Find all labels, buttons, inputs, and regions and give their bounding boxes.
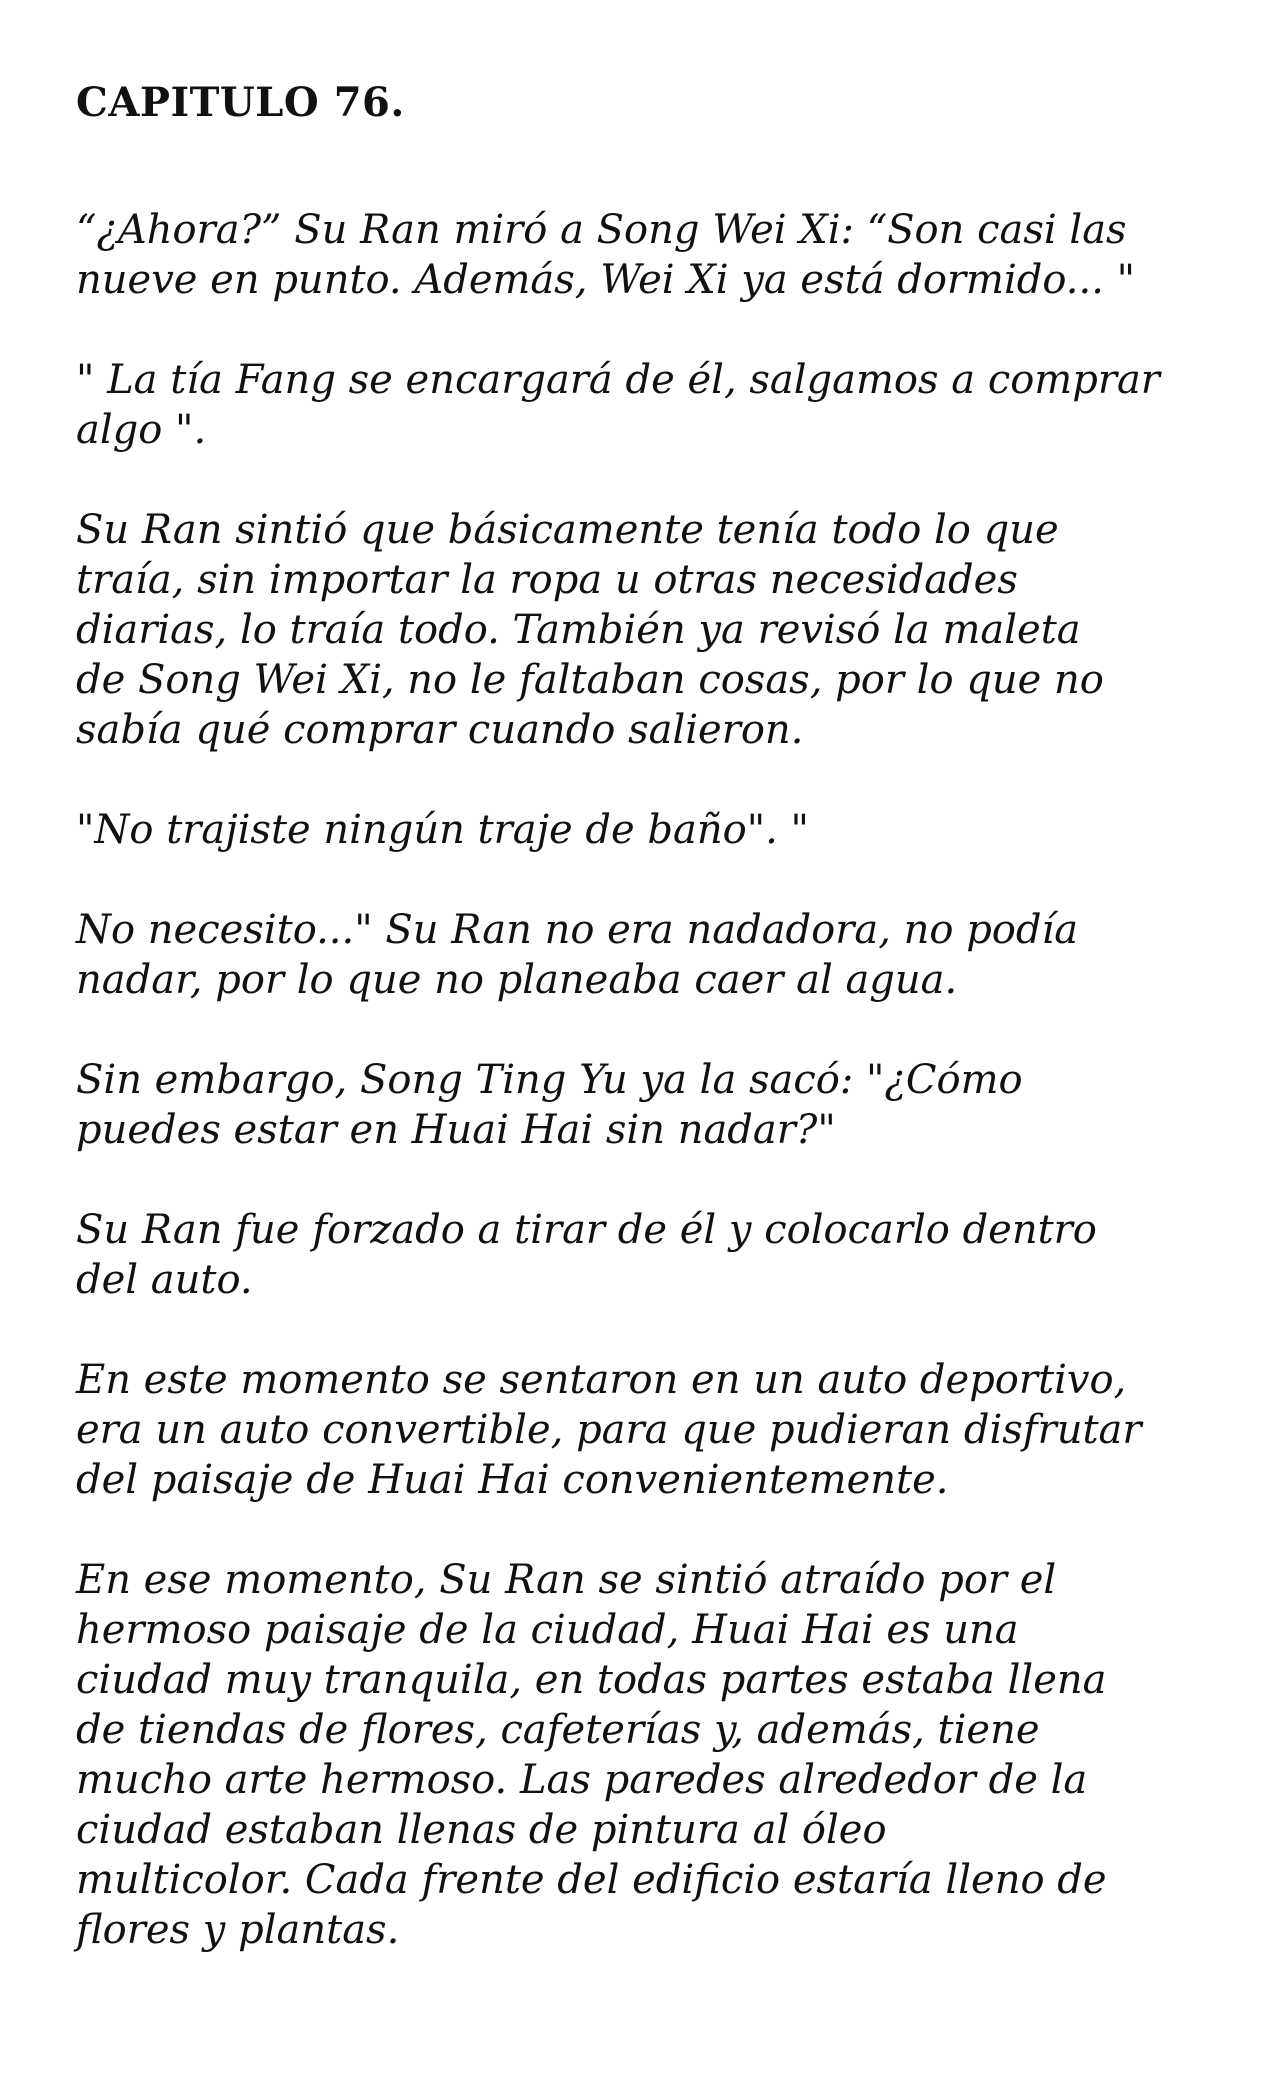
paragraph-8: En este momento se sentaron en un auto deportivo, era un auto convertible, para que pudieran disfrutar del paisaje de Huai Hai convenientemente. bbox=[76, 1357, 1142, 1503]
paragraph-7: Su Ran fue forzado a tirar de él y colocarlo dentro del auto. bbox=[76, 1207, 1097, 1303]
paragraph-3: Su Ran sintió que básicamente tenía todo lo que traía, sin importar la ropa u otras necesidades diarias, lo traía todo. También ya revisó la maleta de Song Wei Xi, no le faltaban cosas, por lo que no sabía qué comprar cuando salieron. bbox=[76, 507, 1104, 753]
paragraph-9: En ese momento, Su Ran se sintió atraído por el hermoso paisaje de la ciudad, Huai Hai es una ciudad muy tranquila, en todas partes estaba llena de tiendas de flores, cafeterías y, además, tiene mucho arte hermoso. Las paredes alrededor de la ciudad estaban llenas de pintura al óleo multicolor. Cada frente del edificio estaría lleno de flores y plantas. bbox=[76, 1557, 1107, 1953]
paragraph-1: “¿Ahora?” Su Ran miró a Song Wei Xi: “Son casi las nueve en punto. Además, Wei Xi ya está dormido... " bbox=[76, 207, 1136, 303]
paragraph-4: "No trajiste ningún traje de baño". " bbox=[76, 807, 809, 853]
paragraph-5: No necesito..." Su Ran no era nadadora, no podía nadar, por lo que no planeaba caer al agua. bbox=[76, 907, 1079, 1003]
chapter-title: CAPITULO 76. bbox=[76, 79, 405, 126]
paragraph-6: Sin embargo, Song Ting Yu ya la sacó: "¿Cómo puedes estar en Huai Hai sin nadar?" bbox=[76, 1057, 1023, 1153]
paragraph-2: " La tía Fang se encargará de él, salgamos a comprar algo ". bbox=[76, 357, 1160, 453]
